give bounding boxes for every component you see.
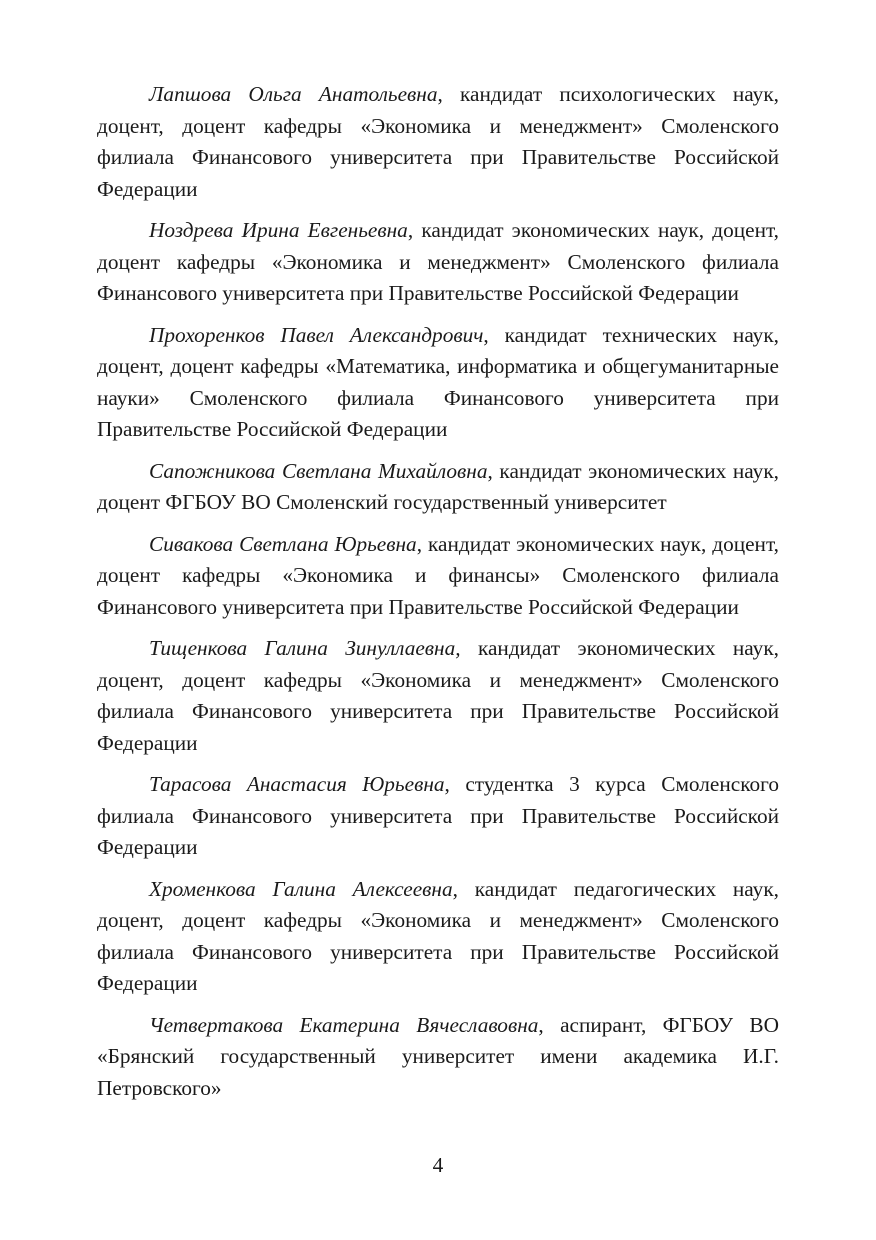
author-name: Сапожникова Светлана Михайловна xyxy=(149,458,488,483)
author-name: Тищенкова Галина Зинуллаевна, xyxy=(149,636,461,660)
author-entry-tishchenkova xyxy=(97,633,779,759)
author-entry-sapozhnikova xyxy=(97,456,779,519)
author-name: Ноздрева Ирина Евгеньевна xyxy=(149,218,408,242)
author-description: , кандидат технических наук, доцент, доцент кафедры «Математика, информатика и общегуманитарные науки» Смоленского филиала Финансового университета при Правительстве Российской Федерации xyxy=(97,322,780,441)
author-entry-nozdreva xyxy=(97,215,779,310)
author-entry-lapshova xyxy=(97,79,779,205)
author-description: кандидат экономических наук, доцент, доцент кафедры «Экономика и менеджмент» Смоленского филиала Финансового университета при Правительстве Российской Федерации xyxy=(97,636,779,755)
author-entry-sivakova xyxy=(97,529,779,624)
author-name: Лапшова Ольга Анатольевна xyxy=(149,82,438,106)
author-description: , аспирант, ФГБОУ ВО «Брянский государственный университет имени академика И.Г. Петровского» xyxy=(97,1012,779,1100)
author-description: , кандидат экономических наук, доцент ФГБОУ ВО Смоленский государственный университет xyxy=(97,458,779,514)
author-entry-khromenkova xyxy=(97,874,779,1000)
author-description: , кандидат экономических наук, доцент, доцент кафедры «Экономика и финансы» Смоленского филиала Финансового университета при Правительстве Российской Федерации xyxy=(97,531,779,619)
author-description: , кандидат экономических наук, доцент, доцент кафедры «Экономика и менеджмент» Смоленского филиала Финансового университета при Правительстве Российской Федерации xyxy=(97,218,779,305)
author-name: Хроменкова Галина Алексеевна xyxy=(149,876,453,901)
author-description: , кандидат психологических наук, доцент, доцент кафедры «Экономика и менеджмент» Смоленского филиала Финансового университета при Правительстве Российской Федерации xyxy=(97,82,779,201)
author-name: Тарасова Анастасия Юрьевна xyxy=(149,772,445,796)
author-name: Сивакова Светлана Юрьевна xyxy=(149,531,417,556)
page-number: 4 xyxy=(432,1153,444,1177)
author-description: , кандидат педагогических наук, доцент, доцент кафедры «Экономика и менеджмент» Смоленского филиала Финансового университета при Правительстве Российской Федерации xyxy=(97,876,779,995)
author-description: , студентка 3 курса Смоленского филиала Финансового университета при Правительстве Российской Федерации xyxy=(97,772,779,859)
author-name: Четвертакова Екатерина Вячеславовна xyxy=(149,1012,539,1037)
author-entry-prokhorenkov xyxy=(97,320,779,446)
author-name: Прохоренков Павел Александрович xyxy=(149,322,484,347)
author-entry-tarasova xyxy=(97,769,779,864)
author-entry-chetvertakova xyxy=(97,1010,779,1105)
